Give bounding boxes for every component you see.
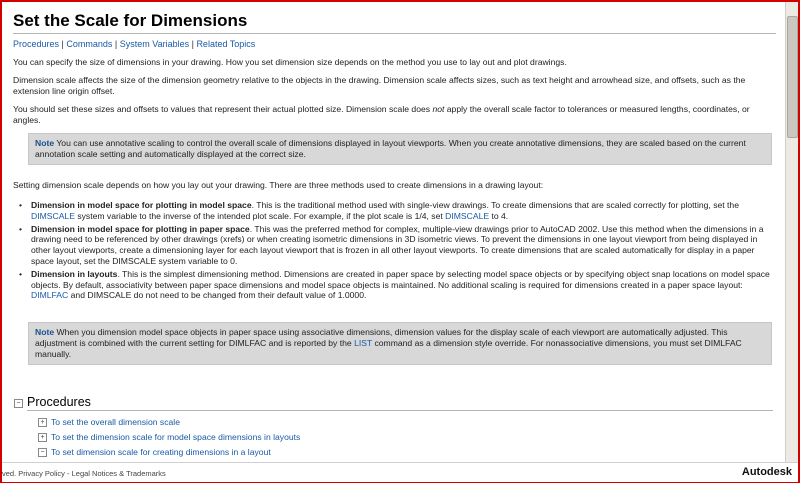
expand-icon[interactable]: + — [38, 433, 47, 442]
annotative-note: Note You can use annotative scaling to control the overall scale of dimensions displayed in layout viewports. When you create annotative dimensions, they are scaled based on the current annotation scale setting and automatically displayed at the correct size. — [28, 133, 772, 165]
dimlfac-link[interactable]: DIMLFAC — [31, 290, 69, 301]
plotted-size-paragraph: You should set these sizes and offsets to values that represent their actual plotted size. Dimension scale does not apply the overall scale factor to tolerances or measured lengths, coordinates, or angles. — [13, 104, 750, 125]
footer-legal-links[interactable]: ved. Privacy Policy - Legal Notices & Trademarks — [2, 469, 166, 478]
list-command-link[interactable]: LIST — [354, 338, 373, 348]
note-label: Note — [35, 327, 55, 337]
dimscale-link[interactable]: DIMSCALE — [31, 210, 75, 221]
dimension-scale-paragraph: Dimension scale affects the size of the dimension geometry relative to the objects in the drawing. Dimension scale affects sizes, such as text height and arrowhead size, and offsets, such as the extension line origin offset. — [13, 75, 746, 96]
collapse-icon[interactable]: − — [14, 399, 23, 408]
procedures-divider — [27, 410, 773, 411]
help-content — [2, 2, 786, 462]
topic-nav: Procedures | Commands | System Variables | Related Topics — [13, 39, 256, 49]
associative-dimension-note: Note When you dimension model space objects in paper space using associative dimensions, dimension values for the display scale of each viewport are automatically adjusted. This adjustment is combined with the current setting for DIMLFAC and is reported by the LIST command as a dimension style override. For nonassociative dimensions, you must set DIMLFAC manually. — [28, 322, 772, 365]
nav-commands-link[interactable]: Commands — [66, 39, 113, 49]
nav-procedures-link[interactable]: Procedures — [13, 39, 60, 49]
layout-methods-paragraph: Setting dimension scale depends on how you lay out your drawing. There are three methods used to create dimensions in a drawing layout: — [13, 180, 544, 190]
procedures-heading: Procedures — [27, 395, 91, 409]
procedure-link-model-space-layouts[interactable]: + To set the dimension scale for model space dimensions in layouts — [38, 432, 300, 442]
procedure-link-layout-dimensions[interactable]: − To set dimension scale for creating dimensions in a layout — [38, 447, 271, 457]
page-title: Set the Scale for Dimensions — [13, 11, 248, 30]
scrollbar-thumb[interactable] — [787, 16, 798, 138]
list-item: • Dimension in layouts. This is the simplest dimensioning method. Dimensions are created in paper space by selecting model space objects or by specifying object snap locations on model space objects. By default, associativity between paper space dimensions and model space objects is maintained. No additional scaling is required for dimensions created in a paper space layout: DIMLFAC and DIMSCALE do not need to be changed from their default value of 1.0000. — [19, 268, 770, 301]
title-divider — [13, 33, 776, 34]
vertical-scrollbar[interactable] — [785, 2, 798, 462]
note-label: Note — [35, 138, 55, 148]
list-item: • Dimension in model space for plotting in model space. This is the traditional method used with single-view drawings. To create dimensions that are scaled correctly for plotting, set the DIMSCALE system variable to the inverse of the intended plot scale. For example, if the plot scale is 1/4, set DIMSCALE to 4. — [19, 200, 739, 221]
autodesk-logo: Autodesk — [741, 466, 792, 478]
methods-list — [13, 200, 773, 303]
footer — [2, 462, 798, 482]
dimscale-link[interactable]: DIMSCALE — [445, 210, 490, 221]
nav-related-topics-link[interactable]: Related Topics — [196, 39, 256, 49]
list-item: • Dimension in model space for plotting in paper space. This was the preferred method for complex, multiple-view drawings prior to AutoCAD 2002. Use this method when the dimensions in a drawing need to be referenced by other drawings (xrefs) or when creating isometric dimensions in 3D isometric views. To prevent the dimensions in one layout viewport from being displayed in other layout viewports, create a dimensioning layer for each layout viewport that is frozen in all other layout viewports. To create dimensions that are scaled automatically for display in a paper space layout, set the DIMSCALE system variable to 0. — [19, 223, 764, 266]
intro-paragraph: You can specify the size of dimensions in your drawing. How you set dimension size depends on the method you use to lay out and plot drawings. — [13, 57, 567, 67]
procedure-link-overall-scale[interactable]: + To set the overall dimension scale — [38, 417, 180, 427]
expand-icon[interactable]: + — [38, 418, 47, 427]
collapse-icon[interactable]: − — [38, 448, 47, 457]
nav-system-variables-link[interactable]: System Variables — [119, 39, 190, 49]
